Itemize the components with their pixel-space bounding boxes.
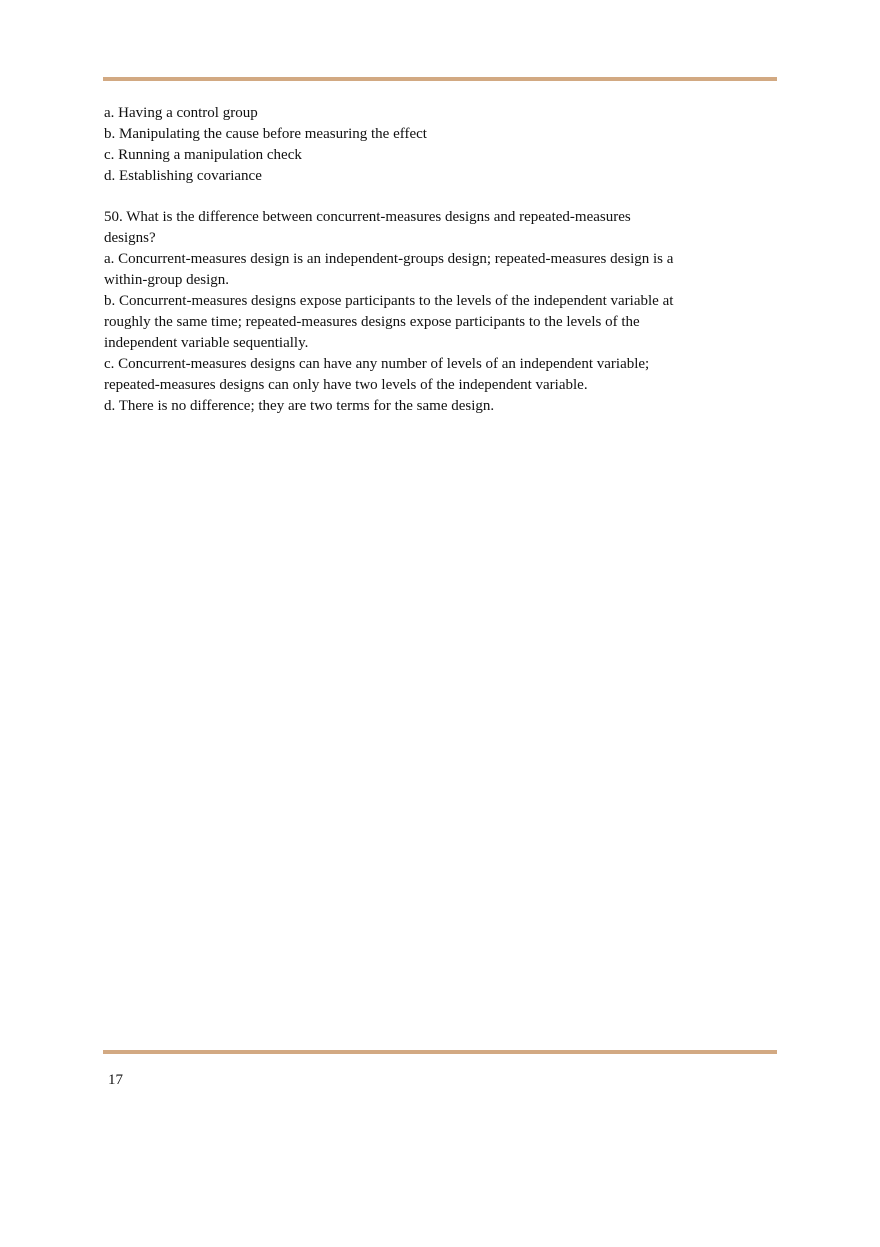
question-50-option-c: c. Concurrent-measures designs can have any number of levels of an independent variable; repeated-measures designs can only have two levels of the independent variable.	[104, 356, 650, 393]
question-spacer	[104, 187, 674, 207]
prev-option-c: c. Running a manipulation check	[104, 147, 302, 163]
prev-option-b: b. Manipulating the cause before measuring the effect	[104, 126, 427, 142]
page-number: 17	[108, 1072, 123, 1088]
prev-option-d: d. Establishing covariance	[104, 168, 262, 184]
page-body	[104, 103, 674, 417]
question-50-option-b: b. Concurrent-measures designs expose participants to the levels of the independent variable at roughly the same time; repeated-measures designs expose participants to the levels of the independent variable sequentially.	[104, 293, 674, 351]
question-50-option-a: a. Concurrent-measures design is an independent-groups design; repeated-measures design is a within-group design.	[104, 251, 674, 288]
footer-rule	[103, 1050, 777, 1054]
question-50-stem: 50. What is the difference between concurrent-measures designs and repeated-measures designs?	[104, 209, 631, 246]
prev-option-a: a. Having a control group	[104, 105, 258, 121]
header-rule	[103, 77, 777, 81]
question-50-option-d: d. There is no difference; they are two terms for the same design.	[104, 398, 495, 414]
